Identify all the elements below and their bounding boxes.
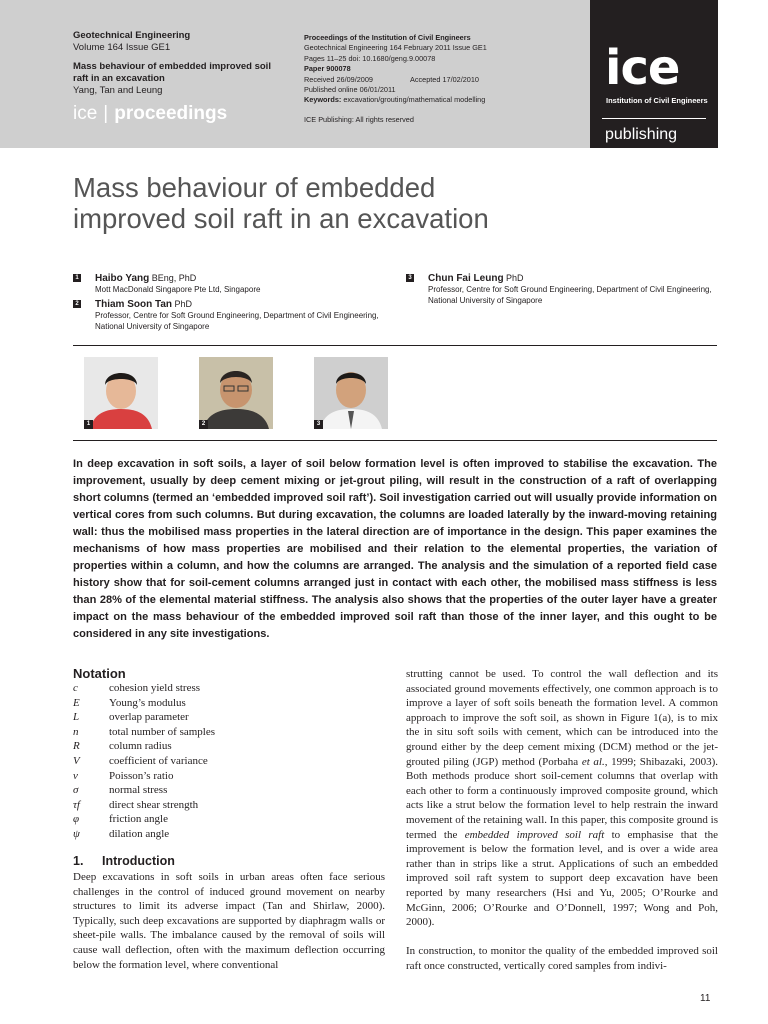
author-1 [73, 272, 383, 296]
author-number-badge: 2 [73, 300, 81, 308]
notation-symbol: L [73, 711, 80, 724]
notation-row [73, 739, 393, 754]
notation-description: total number of samples [109, 725, 216, 738]
header-band [0, 0, 590, 148]
notation-description: direct shear strength [109, 798, 199, 811]
term-italic: embedded improved soil raft [464, 828, 605, 841]
author-photo-1 [84, 357, 158, 429]
logo-divider [602, 118, 706, 119]
notation-row [73, 827, 393, 842]
author-name-text: Haibo Yang [95, 273, 150, 284]
notation-symbol: τf [73, 798, 80, 811]
received-date: Received 26/09/2009 [304, 74, 373, 84]
notation-description: column radius [109, 740, 172, 753]
divider-bottom [73, 440, 717, 441]
author-2 [73, 298, 393, 332]
notation-symbol: σ [73, 784, 79, 797]
notation-heading: Notation [73, 666, 126, 681]
ice-publishing-logo [590, 0, 718, 148]
issue-line: Geotechnical Engineering 164 February 2011 Issue GE1 [304, 43, 487, 53]
notation-description: Young’s modulus [109, 696, 186, 709]
portrait-graphic [199, 357, 273, 429]
abstract: In deep excavation in soft soils, a layer of soil below formation level is often improved to stabilise the excavation. The improvement, usually by deep cement mixing or jet-grout piling, will result in the construction of a raft of overlapping short columns (termed an ‘embedded improved soil raft’). Soil investigation carried out will usually provide information on vertical cores from such columns. But during excavation, the columns are loaded laterally by the inward-moving retaining wall: thus the mobilised mass properties in the lateral direction are of importance in the design. This paper examines the mechanisms of how mass properties are mobilised and their relation to the elemental properties, the variation of properties within a column, and how the columns are arranged. The analysis and the simulation of a reported field case history show that for soil-cement columns arranged just in contact with each other, the mobilised mass stiffness is less than 28% of the elemental material stiffness. The analysis also shows that the properties of the outer layer have a greater impact on the mass behaviour of the embedded improved soil raft than those of the inner layer, and this ought to be considered in any site investigations. [73, 458, 717, 640]
notation-symbol: c [73, 682, 78, 694]
journal-info [73, 30, 283, 125]
author-3 [406, 272, 718, 306]
brand-ice: ice [73, 103, 98, 124]
notation-symbol: φ [73, 813, 80, 826]
author-degrees: BEng, PhD [149, 273, 197, 283]
author-name-text: Thiam Soon Tan [95, 299, 173, 310]
notation-symbol: ν [73, 769, 78, 782]
notation-row [73, 725, 393, 740]
article-title: Mass behaviour of embedded improved soil raft in an excavation [73, 172, 489, 234]
notation-row [73, 754, 393, 769]
notation-row [73, 710, 393, 725]
divider-top [73, 345, 717, 346]
paragraph: Deep excavations in soft soils in urban areas often face serious challenges in the control of induced ground movement on nearby structures to limit its adverse impact (Tan and Shirlaw, 2000). Typically, such deep excavations are supported by diaphragm walls or sheet-pile walls. The imbalance caused by the removal of soils will cause wall deflection, often with the maximum deflection occurring below the formation level, where conventional [73, 871, 385, 971]
notation-symbol: V [73, 754, 80, 767]
proceedings-title: Proceedings of the Institution of Civil Engineers [304, 33, 471, 42]
author-name [95, 298, 393, 311]
section-heading [73, 854, 175, 869]
running-title: Mass behaviour of embedded improved soil raft in an excavation [73, 61, 271, 84]
notation-description: overlap parameter [109, 711, 189, 724]
ice-proceedings-brand [73, 103, 283, 125]
notation-section [73, 666, 393, 842]
notation-description: coefficient of variance [109, 754, 208, 767]
ice-logo-text: ice [605, 40, 680, 96]
keywords-label: Keywords: [304, 95, 342, 105]
notation-row [73, 812, 393, 827]
photo-number: 1 [84, 420, 93, 429]
brand-proceedings: proceedings [114, 103, 228, 124]
ice-logo-subtitle: Institution of Civil Engineers [606, 96, 708, 105]
body-column-right [406, 667, 718, 973]
notation-row [73, 783, 393, 798]
author-number-badge: 3 [406, 274, 414, 282]
journal-volume: Volume 164 Issue GE1 [73, 42, 171, 53]
text-run-italic: et al. [581, 755, 605, 768]
notation-row [73, 681, 393, 696]
notation-symbol: ψ [73, 827, 80, 840]
section-number: 1. [73, 854, 84, 868]
author-degrees: PhD [172, 299, 193, 309]
rights-line: ICE Publishing: All rights reserved [304, 114, 414, 124]
author-photo-2 [199, 357, 273, 429]
notation-row [73, 798, 393, 813]
notation-symbol: E [73, 696, 80, 709]
author-name-text: Chun Fai Leung [428, 273, 504, 284]
paper-number: Paper 900078 [304, 64, 351, 74]
notation-description: cohesion yield stress [109, 682, 201, 694]
portrait-graphic [314, 357, 388, 429]
text-run: strutting cannot be used. To control the wall deflection and its associated ground movements effectively, one common approach is to improve a layer of soft soils beneath the formation level. A common approach to improve the soft soil, as shown in Figure 1(a), is to mix the in situ soft soils with cement, which can be introduced into the ground either by the deep cement mixing (DCM) method or the jet-grouted piling (JGP) method (Porbaha [406, 668, 718, 768]
accepted-date: Accepted 17/02/2010 [410, 74, 479, 84]
notation-row [73, 769, 393, 784]
brand-separator: | [103, 103, 109, 124]
journal-name: Geotechnical Engineering [73, 30, 191, 41]
author-degrees: PhD [503, 273, 524, 283]
paragraph [406, 667, 718, 930]
keywords-line [304, 95, 584, 105]
author-name [95, 272, 383, 285]
running-authors: Yang, Tan and Leung [73, 85, 163, 96]
page-number: 11 [700, 993, 711, 1004]
notation-description: dilation angle [109, 827, 170, 840]
publication-details [304, 33, 584, 125]
text-run: to emphasise that the improvement is below the formation level, and is over a wide area rather than in strips like a strut. Applications of such an embedded improved soil raft system to support deep excavation have been reported by many researchers (Hsi and Yu, 2005; O’Rourke and McGinn, 2006; O’Rourke and O’Donnell, 1997; Wong and Poh, 2000). [406, 828, 718, 929]
author-photo-3 [314, 357, 388, 429]
keywords-value: excavation/grouting/mathematical modelling [341, 95, 486, 105]
publishing-label: publishing [605, 126, 678, 143]
pages-doi-line: Pages 11–25 doi: 10.1680/geng.9.00078 [304, 53, 436, 63]
author-name [428, 272, 718, 285]
text-run: , 1999; Shibazaki, 2003). Both methods produce short soil-cement columns that overlap with each other to form a continuously improved composite ground, which acts like a strut below the formation level to help restrain the inward movement of the retaining wall. In this paper, this composite ground is termed the [406, 755, 718, 841]
paragraph: In construction, to monitor the quality of the embedded improved soil raft once constructed, vertically cored samples from indivi- [406, 945, 718, 972]
notation-symbol: n [73, 725, 79, 738]
notation-description: Poisson’s ratio [109, 769, 174, 782]
notation-symbol: R [73, 740, 80, 753]
portrait-graphic [84, 357, 158, 429]
author-affiliation: Professor, Centre for Soft Ground Engineering, Department of Civil Engineering, National University of Singapore [428, 285, 712, 305]
published-date: Published online 06/01/2011 [304, 85, 396, 95]
notation-description: normal stress [109, 784, 168, 797]
photo-number: 2 [199, 420, 208, 429]
body-column-left [73, 870, 385, 972]
section-title: Introduction [102, 854, 175, 868]
received-accepted [304, 75, 584, 85]
author-number-badge: 1 [73, 274, 81, 282]
notation-row [73, 696, 393, 711]
author-affiliation: Professor, Centre for Soft Ground Engineering, Department of Civil Engineering, National University of Singapore [95, 311, 379, 331]
author-affiliation: Mott MacDonald Singapore Pte Ltd, Singapore [95, 285, 261, 294]
photo-number: 3 [314, 420, 323, 429]
notation-description: friction angle [109, 813, 168, 826]
